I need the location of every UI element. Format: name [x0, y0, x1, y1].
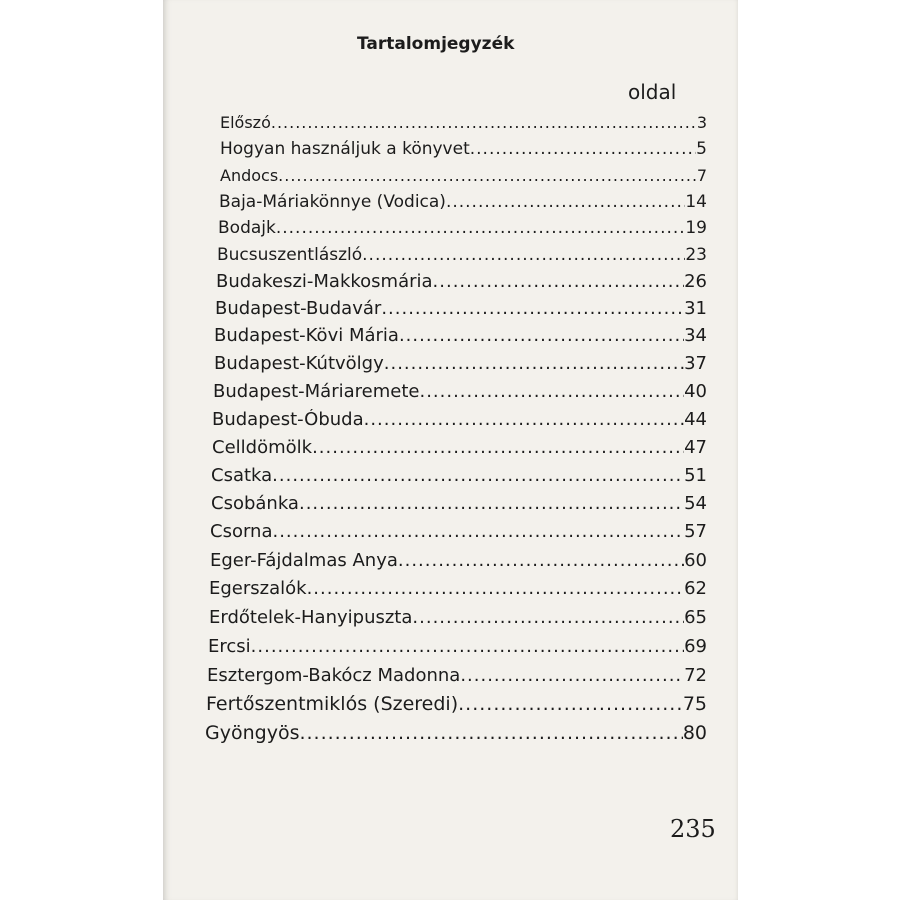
toc-entry-title: Ercsi [208, 636, 251, 657]
dot-leader [470, 139, 696, 159]
dot-leader [381, 298, 684, 319]
toc-entry-title: Eger-Fájdalmas Anya [210, 550, 398, 571]
toc-entry [214, 353, 707, 374]
dot-leader [299, 493, 684, 514]
toc-entry-title: Budapest-Óbuda [212, 409, 364, 430]
toc-entry-page: 72 [684, 665, 707, 686]
dot-leader [433, 271, 685, 292]
dot-leader [272, 521, 684, 542]
dot-leader [312, 437, 684, 458]
toc-entry-page: 44 [684, 409, 707, 430]
toc-entry [215, 298, 707, 319]
toc-entry-page: 69 [684, 636, 707, 657]
dot-leader [419, 381, 684, 402]
toc-entry-title: Egerszalók [209, 578, 307, 599]
toc-entry-title: Csobánka [211, 493, 299, 514]
toc-entry [211, 465, 707, 486]
toc-entry-page: 7 [696, 166, 707, 185]
dot-leader [307, 578, 685, 599]
toc-entry [217, 245, 707, 265]
toc-entry [219, 192, 707, 212]
toc-entry-title: Budakeszi-Makkosmária [216, 271, 433, 292]
toc-entry [210, 550, 707, 571]
dot-leader [299, 722, 682, 744]
toc-entry-title: Hogyan használjuk a könyvet [220, 139, 470, 159]
toc-entry [211, 493, 707, 514]
dot-leader [412, 607, 684, 628]
toc-entry-page: 14 [685, 192, 707, 212]
toc-entry-page: 31 [684, 298, 707, 319]
toc-entry [209, 578, 707, 599]
toc-entry [205, 722, 707, 744]
dot-leader [276, 218, 686, 238]
toc-entry-title: Bucsuszentlászló [217, 245, 363, 265]
toc-entry-page: 65 [684, 607, 707, 628]
toc-entry [214, 325, 707, 346]
dot-leader [251, 636, 684, 657]
toc-entry [213, 381, 707, 402]
dot-leader [278, 166, 697, 185]
toc-entry-title: Fertőszentmiklós (Szeredi) [206, 693, 459, 715]
toc-entry [208, 636, 707, 657]
toc-entry-page: 47 [684, 437, 707, 458]
toc-entry [206, 693, 707, 715]
toc-entry-title: Budapest-Kútvölgy [214, 353, 384, 374]
toc-entry-page: 5 [696, 139, 707, 159]
page-column-header: oldal [628, 80, 677, 104]
toc-entry [209, 607, 707, 628]
toc-entry-title: Celldömölk [212, 437, 313, 458]
toc-entry-title: Budapest-Budavár [215, 298, 382, 319]
toc-entry-page: 62 [684, 578, 707, 599]
toc-entry-page: 51 [684, 465, 707, 486]
dot-leader [384, 353, 684, 374]
toc-entry-title: Gyöngyös [205, 722, 300, 744]
toc-entry-page: 60 [684, 550, 707, 571]
toc-entry-title: Andocs [220, 166, 279, 185]
dot-leader [364, 409, 684, 430]
toc-entry-page: 34 [684, 325, 707, 346]
toc-title: Tartalomjegyzék [357, 34, 515, 54]
toc-entry-title: Esztergom-Bakócz Madonna [207, 665, 461, 686]
toc-entry-title: Erdőtelek-Hanyipuszta [209, 607, 413, 628]
toc-entry [220, 166, 707, 185]
toc-entry [212, 437, 707, 458]
dot-leader [458, 693, 683, 715]
toc-entry-page: 19 [685, 218, 707, 238]
toc-entry-page: 23 [685, 245, 707, 265]
toc-entry [220, 113, 707, 132]
toc-entry-title: Csatka [211, 465, 273, 486]
toc-entry [216, 271, 707, 292]
dot-leader [446, 192, 685, 212]
toc-entry-title: Budapest-Máriaremete [213, 381, 420, 402]
toc-entry [207, 665, 707, 686]
toc-entry [220, 139, 707, 159]
toc-entry [210, 521, 707, 542]
toc-entry-page: 54 [684, 493, 707, 514]
toc-entry-title: Csorna [210, 521, 273, 542]
toc-entry-title: Előszó [220, 113, 271, 132]
toc-entry [218, 218, 707, 238]
toc-entry-page: 57 [684, 521, 707, 542]
dot-leader [362, 245, 685, 265]
dot-leader [398, 550, 684, 571]
toc-entry-page: 37 [684, 353, 707, 374]
page-number: 235 [670, 815, 716, 843]
dot-leader [271, 113, 697, 132]
toc-entry-page: 40 [684, 381, 707, 402]
toc-entry-title: Budapest-Kövi Mária [214, 325, 399, 346]
toc-entry-page: 75 [682, 693, 707, 715]
toc-entry-page: 80 [682, 722, 707, 744]
dot-leader [272, 465, 684, 486]
toc-entry [212, 409, 707, 430]
toc-entry-title: Bodajk [218, 218, 276, 238]
dot-leader [399, 325, 684, 346]
dot-leader [460, 665, 684, 686]
toc-entry-page: 26 [684, 271, 707, 292]
toc-entry-page: 3 [696, 113, 707, 132]
toc-entry-title: Baja-Máriakönnye (Vodica) [219, 192, 446, 212]
